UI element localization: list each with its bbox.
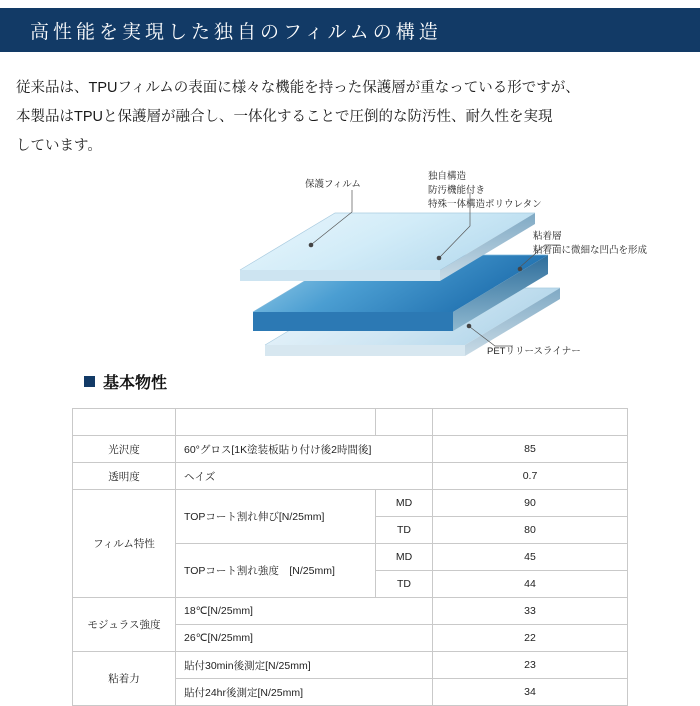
row-value: 22	[433, 625, 628, 652]
table-header-product: ECHELON Headlight PPF	[433, 409, 628, 436]
table-header-blank-cell	[376, 409, 433, 436]
row-value: 85	[433, 436, 628, 463]
diagram-label-pet-liner: PETリリースライナー	[487, 346, 581, 357]
row-value: 33	[433, 598, 628, 625]
diagram-label-unique-structure	[428, 170, 542, 211]
intro-line-3: しています。	[16, 138, 102, 154]
row-category: 透明度	[73, 463, 176, 490]
row-value: 45	[433, 544, 628, 571]
row-value: 80	[433, 517, 628, 544]
row-value: 44	[433, 571, 628, 598]
table-header-row	[73, 409, 628, 436]
intro-paragraph	[16, 74, 684, 161]
diagram-label-unique-line-2: 防汚機能付き	[428, 184, 486, 196]
section-heading-label: 基本物性	[103, 375, 168, 392]
diagram-label-protective-film: 保護フィルム	[305, 179, 361, 190]
row-item: TOPコート割れ伸び[N/25mm]	[176, 490, 376, 544]
table-header-blank-cell	[176, 409, 376, 436]
intro-line-2: 本製品はTPUと保護層が融合し、一体化することで圧倒的な防汚性、耐久性を実現	[16, 109, 553, 125]
table-row	[73, 490, 628, 517]
row-value: 90	[433, 490, 628, 517]
row-direction: TD	[376, 517, 433, 544]
diagram-label-adhesive-line-2: 粘着面に微細な凹凸を形成	[533, 244, 648, 256]
table-row	[73, 463, 628, 490]
square-bullet-icon	[84, 376, 95, 387]
row-item: 26℃[N/25mm]	[176, 625, 433, 652]
table-row	[73, 598, 628, 625]
table-header-blank-cell	[73, 409, 176, 436]
table-row	[73, 652, 628, 679]
row-value: 0.7	[433, 463, 628, 490]
film-structure-diagram	[0, 160, 700, 375]
section-heading-basic-properties	[84, 370, 167, 393]
row-direction: TD	[376, 571, 433, 598]
row-item: ヘイズ	[176, 463, 433, 490]
row-item: 貼付30min後測定[N/25mm]	[176, 652, 433, 679]
page-header-band	[0, 8, 700, 52]
row-value: 34	[433, 679, 628, 706]
basic-properties-table-wrapper	[72, 408, 628, 706]
basic-properties-table	[72, 408, 628, 706]
diagram-label-adhesive-line-1: 粘着層	[533, 231, 562, 242]
row-direction: MD	[376, 490, 433, 517]
diagram-label-unique-line-1: 独自構造	[428, 171, 467, 182]
row-item: TOPコート割れ強度 [N/25mm]	[176, 544, 376, 598]
row-item: 18℃[N/25mm]	[176, 598, 433, 625]
diagram-label-unique-line-3: 特殊一体構造ポリウレタン	[428, 198, 542, 210]
row-item: 貼付24hr後測定[N/25mm]	[176, 679, 433, 706]
diagram-label-adhesive	[533, 230, 647, 258]
film-layers-illustration	[0, 160, 700, 375]
row-category: 粘着力	[73, 652, 176, 706]
row-value: 23	[433, 652, 628, 679]
row-category: フィルム特性	[73, 490, 176, 598]
row-category: モジュラス強度	[73, 598, 176, 652]
intro-line-1: 従来品は、TPUフィルムの表面に様々な機能を持った保護層が重なっている形ですが、	[16, 80, 580, 96]
page-title: 高性能を実現した独自のフィルムの構造	[30, 21, 442, 43]
row-item: 60°グロス[1K塗装板貼り付け後2時間後]	[176, 436, 433, 463]
row-category: 光沢度	[73, 436, 176, 463]
table-row	[73, 436, 628, 463]
row-direction: MD	[376, 544, 433, 571]
